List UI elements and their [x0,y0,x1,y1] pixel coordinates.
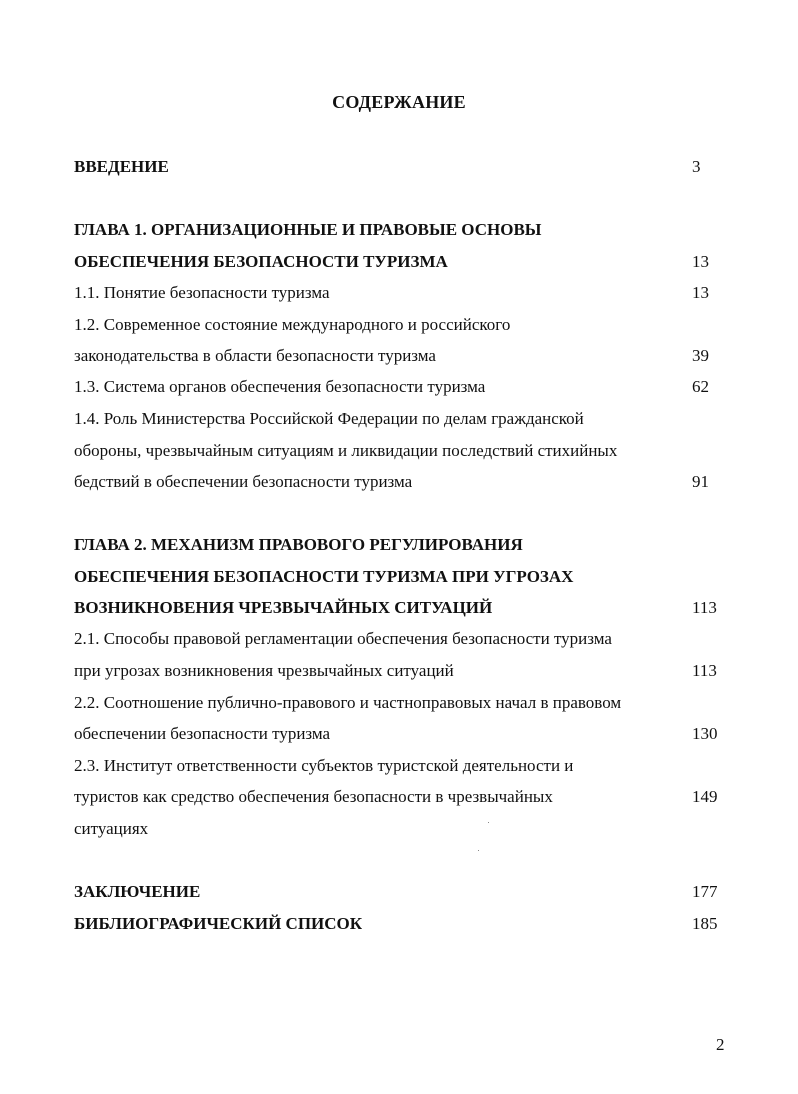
toc-ch1-s4-line1: 1.4. Роль Министерства Российской Федерации по делам гражданской [74,409,584,428]
toc-ch1-s4-line2: обороны, чрезвычайным ситуациям и ликвидации последствий стихийных [74,441,618,460]
toc-conclusion-title: ЗАКЛЮЧЕНИЕ [74,882,201,901]
toc-ch1-s1: 1.1. Понятие безопасности туризма [74,283,330,302]
toc-ch2-s2-page: 130 [692,724,718,743]
toc-ch2-s3-line2: туристов как средство обеспечения безопасности в чрезвычайных [74,787,553,806]
toc-ch1-s1-page: 13 [692,283,709,302]
toc-ch2-s1-page: 113 [692,661,717,680]
scan-speck [488,822,489,823]
toc-ch2-s3-page: 149 [692,787,718,806]
toc-bibliography-page: 185 [692,914,718,933]
toc-ch2-s3-line3: ситуациях [74,819,149,838]
toc-ch2-s3-line1: 2.3. Институт ответственности субъектов туристской деятельности и [74,756,574,775]
toc-ch1-s4-page: 91 [692,472,709,491]
toc-ch2-title-line2: ОБЕСПЕЧЕНИЯ БЕЗОПАСНОСТИ ТУРИЗМА ПРИ УГРОЗАХ [74,567,574,586]
toc-ch1-page: 13 [692,252,709,271]
toc-ch2-title-line3: ВОЗНИКНОВЕНИЯ ЧРЕЗВЫЧАЙНЫХ СИТУАЦИЙ [74,598,493,617]
scan-speck [478,850,479,851]
page-title: СОДЕРЖАНИЕ [332,92,466,112]
toc-ch1-s2-line2: законодательства в области безопасности туризма [74,346,436,365]
toc-conclusion-page: 177 [692,882,718,901]
page-number: 2 [716,1035,725,1054]
toc-ch2-s2-line1: 2.2. Соотношение публично-правового и частноправовых начал в правовом [74,693,622,712]
toc-intro-page: 3 [692,157,701,176]
toc-ch1-title-line1: ГЛАВА 1. ОРГАНИЗАЦИОННЫЕ И ПРАВОВЫЕ ОСНОВЫ [74,220,542,239]
toc-ch1-s2-line1: 1.2. Современное состояние международного и российского [74,315,511,334]
toc-bibliography-title: БИБЛИОГРАФИЧЕСКИЙ СПИСОК [74,914,363,933]
toc-ch2-page: 113 [692,598,717,617]
toc-intro-title: ВВЕДЕНИЕ [74,157,169,176]
toc-ch2-s1-line2: при угрозах возникновения чрезвычайных ситуаций [74,661,454,680]
toc-ch2-title-line1: ГЛАВА 2. МЕХАНИЗМ ПРАВОВОГО РЕГУЛИРОВАНИЯ [74,535,523,554]
toc-ch1-title-line2: ОБЕСПЕЧЕНИЯ БЕЗОПАСНОСТИ ТУРИЗМА [74,252,448,271]
toc-ch2-s1-line1: 2.1. Способы правовой регламентации обеспечения безопасности туризма [74,629,612,648]
toc-ch1-s3: 1.3. Система органов обеспечения безопасности туризма [74,377,486,396]
toc-ch2-s2-line2: обеспечении безопасности туризма [74,724,331,743]
toc-ch1-s4-line3: бедствий в обеспечении безопасности туризма [74,472,413,491]
toc-ch1-s2-page: 39 [692,346,709,365]
toc-ch1-s3-page: 62 [692,377,709,396]
